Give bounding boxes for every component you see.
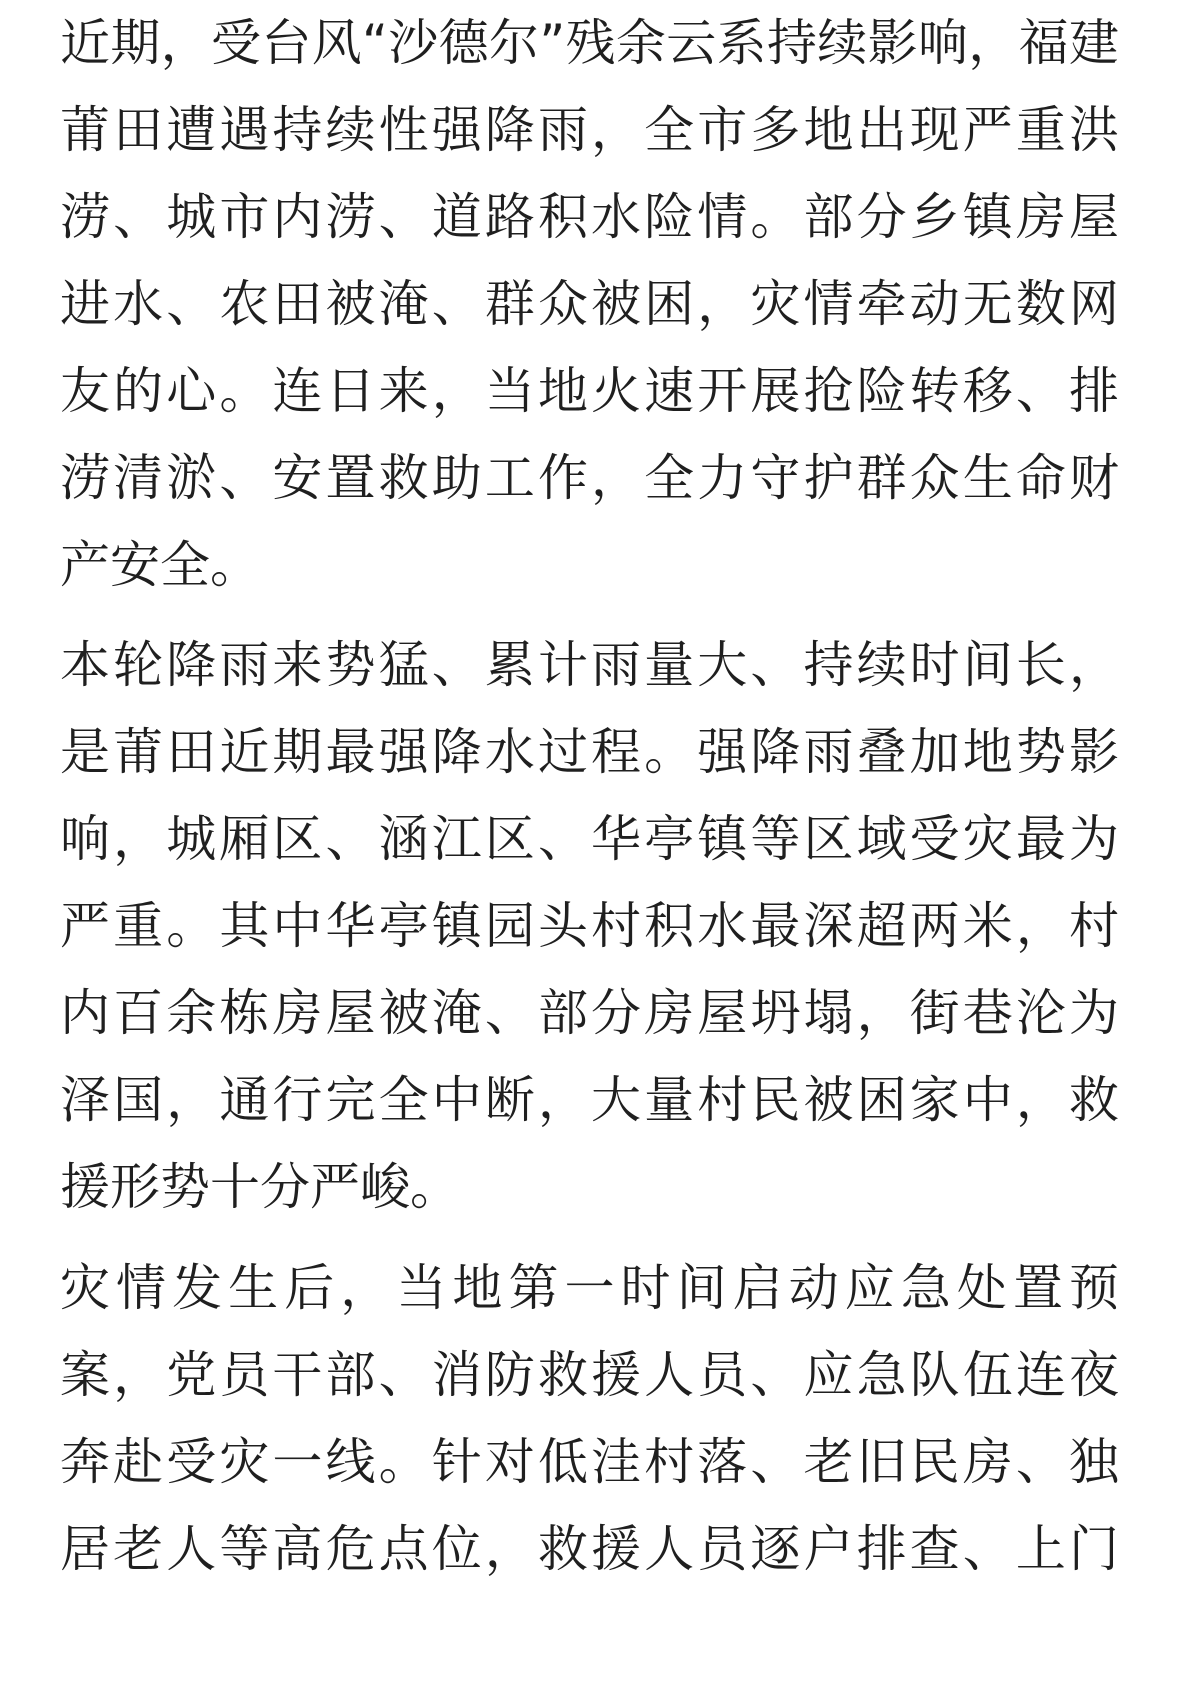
paragraph-line: 产安全。	[60, 536, 260, 594]
paragraph-line: 案，党员干部、消防救援人员、应急队伍连夜	[60, 1346, 1119, 1404]
paragraph-line: 进水、农田被淹、群众被困，灾情牵动无数网	[60, 275, 1119, 333]
paragraph-line: 奔赴受灾一线。针对低洼村落、老旧民房、独	[60, 1433, 1119, 1491]
paragraph-line: 居老人等高危点位，救援人员逐户排查、上门	[60, 1520, 1119, 1578]
paragraph-line: 援形势十分严峻。	[60, 1158, 460, 1216]
paragraph-line: 泽国，通行完全中断，大量村民被困家中，救	[60, 1071, 1119, 1129]
paragraph-line: 响，城厢区、涵江区、华亭镇等区域受灾最为	[60, 810, 1119, 868]
paragraph-line: 内百余栋房屋被淹、部分房屋坍塌，街巷沦为	[60, 984, 1119, 1042]
paragraph-line: 涝清淤、安置救助工作，全力守护群众生命财	[60, 449, 1119, 507]
paragraph-line: 本轮降雨来势猛、累计雨量大、持续时间长，	[60, 636, 1119, 694]
paragraph-3	[60, 1245, 1119, 1593]
paragraph-line: 严重。其中华亭镇园头村积水最深超两米，村	[60, 897, 1119, 955]
paragraph-line: 灾情发生后，当地第一时间启动应急处置预	[60, 1259, 1119, 1317]
paragraph-line: 友的心。连日来，当地火速开展抢险转移、排	[60, 362, 1119, 420]
paragraph-line: 是莆田近期最强降水过程。强降雨叠加地势影	[60, 723, 1119, 781]
paragraph-2	[60, 622, 1119, 1231]
paragraph-line: 涝、城市内涝、道路积水险情。部分乡镇房屋	[60, 188, 1119, 246]
paragraph-line: 莆田遭遇持续性强降雨，全市多地出现严重洪	[60, 101, 1119, 159]
paragraph-line: 近期，受台风“沙德尔”残余云系持续影响，福建	[60, 14, 1119, 72]
paragraph-1	[60, 0, 1119, 609]
